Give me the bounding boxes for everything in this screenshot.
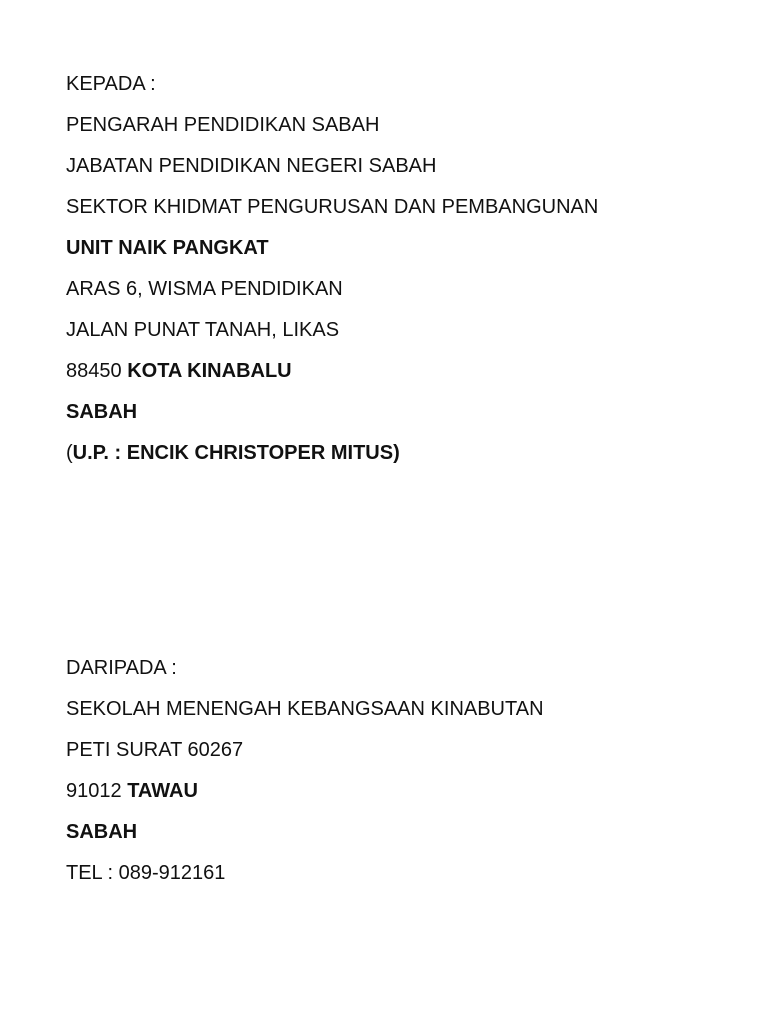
recipient-heading: KEPADA : — [66, 73, 156, 95]
sender-phone: TEL : 089-912161 — [66, 862, 226, 884]
recipient-unit: UNIT NAIK PANGKAT — [66, 237, 269, 259]
recipient-line-1: PENGARAH PENDIDIKAN SABAH — [66, 114, 380, 136]
sender-state: SABAH — [66, 821, 138, 843]
sender-line-1: SEKOLAH MENENGAH KEBANGSAAN KINABUTAN — [66, 698, 544, 720]
recipient-postcode-city-line — [66, 351, 598, 392]
recipient-state: SABAH — [66, 401, 138, 423]
sender-heading: DARIPADA : — [66, 657, 177, 679]
recipient-postcode: 88450 — [66, 360, 122, 382]
recipient-attention-paren: ( — [66, 442, 73, 464]
recipient-line-3: SEKTOR KHIDMAT PENGURUSAN DAN PEMBANGUNAN — [66, 196, 599, 218]
sender-address-block — [66, 648, 544, 894]
sender-city: TAWAU — [127, 780, 198, 802]
recipient-attention: U.P. : ENCIK CHRISTOPER MITUS) — [72, 442, 400, 464]
recipient-line-2: JABATAN PENDIDIKAN NEGERI SABAH — [66, 155, 437, 177]
recipient-address-block — [66, 64, 598, 474]
recipient-line-6: JALAN PUNAT TANAH, LIKAS — [66, 319, 340, 341]
sender-line-2: PETI SURAT 60267 — [66, 739, 244, 761]
recipient-line-5: ARAS 6, WISMA PENDIDIKAN — [66, 278, 343, 300]
sender-postcode-city-line — [66, 771, 544, 812]
sender-postcode: 91012 — [66, 780, 122, 802]
recipient-attention-line — [66, 433, 598, 474]
recipient-city: KOTA KINABALU — [127, 360, 292, 382]
